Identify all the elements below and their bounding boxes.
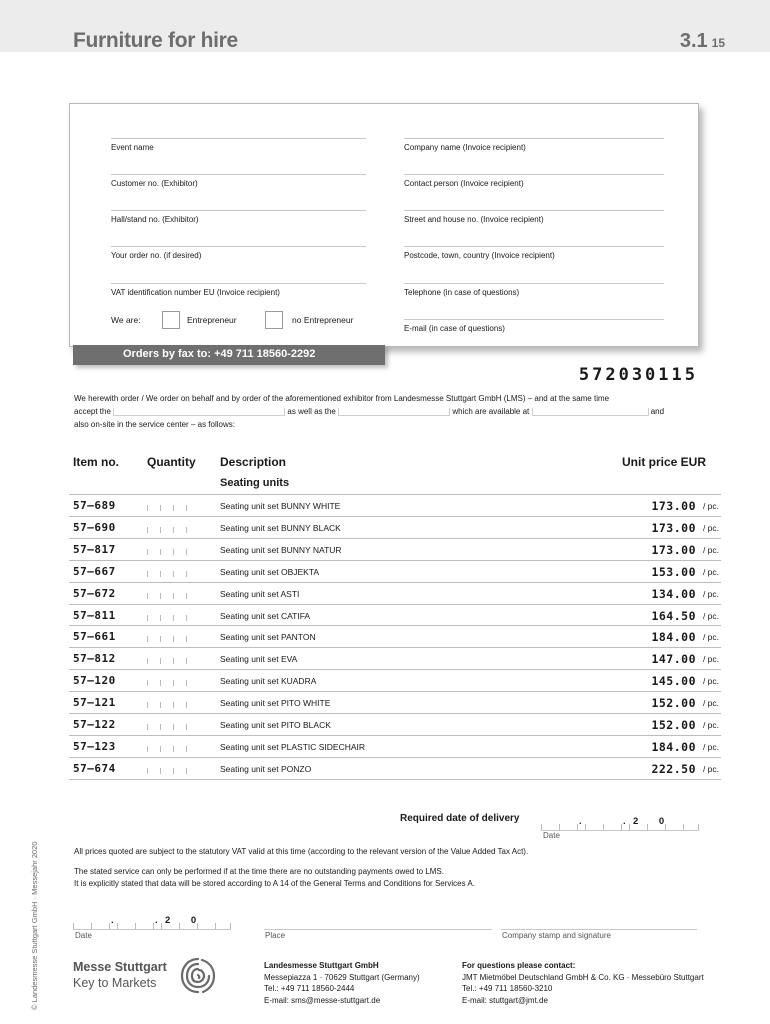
table-row: [69, 691, 721, 713]
table-row: [69, 604, 721, 626]
table-row: [69, 494, 721, 516]
unit-price: 134.00: [651, 586, 696, 601]
field-label: Telephone (in case of questions): [404, 288, 520, 297]
price-unit: / pc.: [702, 588, 719, 599]
item-number: 57–122: [73, 718, 116, 731]
field-label: Contact person (Invoice recipient): [404, 179, 524, 188]
customer-no-field[interactable]: [111, 174, 366, 188]
form-number: 572030115: [578, 365, 698, 385]
intro-line-1: We herewith order / We order on behalf and by order of the aforementioned exhibitor from Landesmesse Stuttgart GmbH (LMS) – and at the same time: [74, 394, 610, 403]
field-label: Company name (Invoice recipient): [404, 143, 526, 152]
table-row: [69, 647, 721, 669]
item-description: Seating unit set BUNNY NATUR: [220, 544, 342, 555]
lms-street: Messepiazza 1 · 70629 Stuttgart (Germany): [264, 972, 420, 982]
quantity-input[interactable]: [147, 699, 187, 708]
place-line[interactable]: [264, 929, 492, 930]
payment-note: The stated service can only be performed if at the time there are no outstanding payments owed to LMS.: [74, 867, 444, 876]
no-entrepreneur-label: no Entrepreneur: [292, 315, 354, 325]
website-blank: [532, 408, 649, 416]
date-dot: .: [111, 915, 114, 926]
price-unit: / pc.: [702, 501, 719, 511]
entrepreneur-checkbox[interactable]: [162, 311, 180, 329]
company-name-field[interactable]: [404, 138, 664, 152]
contact-heading: For questions please contact:: [462, 961, 576, 970]
table-row: [69, 538, 721, 560]
quantity-input[interactable]: [147, 633, 187, 642]
table-row: [69, 625, 721, 647]
intro-line-3: also on-site in the service center – as follows:: [74, 420, 235, 429]
unit-price: 152.00: [651, 696, 696, 711]
item-description: Seating unit set BUNNY WHITE: [220, 501, 341, 511]
year-prefix: 2 0: [633, 816, 674, 827]
lms-name: Landesmesse Stuttgart GmbH: [264, 961, 379, 970]
street-field[interactable]: [404, 210, 664, 224]
field-label: Customer no. (Exhibitor): [111, 179, 198, 188]
unit-price: 184.00: [651, 630, 696, 645]
price-unit: / pc.: [702, 741, 719, 752]
item-description: Seating unit set EVA: [220, 654, 298, 665]
telephone-field[interactable]: [404, 283, 664, 297]
section-number: [680, 30, 725, 53]
item-description: Seating unit set PITO WHITE: [220, 698, 331, 709]
fax-text: Orders by fax to: +49 711 18560-2292: [123, 348, 316, 360]
we-are-label: We are:: [111, 315, 141, 325]
item-number: 57–689: [73, 499, 116, 512]
year-prefix: 2 0: [165, 915, 206, 926]
unit-price: 145.00: [651, 674, 696, 689]
price-unit: / pc.: [702, 522, 719, 533]
no-entrepreneur-checkbox[interactable]: [265, 311, 283, 329]
data-note: It is explicitly stated that data will be stored according to A 14 of the General Terms and Conditions for Services A.: [74, 879, 475, 888]
price-unit: / pc.: [702, 566, 719, 577]
lms-phone: Tel.: +49 711 18560-2444: [264, 984, 355, 993]
item-number: 57–812: [73, 652, 116, 666]
table-row: [69, 560, 721, 582]
conditions-blank: [338, 408, 450, 416]
field-label: Your order no. (if desired): [111, 251, 202, 260]
quantity-input[interactable]: [147, 765, 187, 774]
quantity-input[interactable]: [147, 590, 187, 599]
item-number: 57–817: [73, 542, 116, 556]
quantity-input[interactable]: [147, 721, 187, 730]
item-description: Seating unit set ASTI: [220, 588, 300, 599]
lms-email[interactable]: E-mail: sms@messe-stuttgart.de: [264, 995, 381, 1005]
item-number: 57–121: [73, 696, 116, 710]
quantity-input[interactable]: [147, 655, 187, 664]
quantity-input[interactable]: [147, 568, 187, 577]
price-unit: / pc.: [702, 654, 719, 665]
item-number: 57–120: [73, 674, 116, 688]
vat-id-field[interactable]: [111, 283, 366, 297]
field-label: Event name: [111, 143, 154, 152]
logo-name: Messe Stuttgart: [73, 960, 167, 974]
place-caption: Place: [265, 931, 286, 940]
field-label: Street and house no. (Invoice recipient): [404, 215, 544, 224]
quantity-input[interactable]: [147, 612, 187, 621]
intro-text: as well as the: [287, 407, 336, 416]
price-unit: / pc.: [702, 720, 719, 730]
unit-price: 152.00: [651, 718, 696, 732]
item-number: 57–674: [73, 761, 116, 775]
lms-address: [264, 960, 420, 1006]
item-description: Seating unit set PITO BLACK: [220, 720, 331, 730]
unit-price: 173.00: [651, 499, 696, 513]
event-name-field[interactable]: [111, 138, 366, 152]
field-label: Postcode, town, country (Invoice recipient): [404, 251, 555, 260]
delivery-date-caption: Date: [543, 831, 560, 840]
item-description: Seating unit set OBJEKTA: [220, 566, 320, 577]
date-dot: .: [579, 816, 582, 827]
intro-text: accept the: [74, 407, 111, 416]
item-description: Seating unit set KUADRA: [220, 676, 317, 687]
field-label: Hall/stand no. (Exhibitor): [111, 215, 199, 224]
email-field[interactable]: [404, 319, 664, 333]
quantity-input[interactable]: [147, 546, 187, 555]
item-number: 57–123: [73, 739, 116, 753]
signature-date-caption: Date: [75, 931, 92, 940]
contact-address: [462, 960, 704, 1006]
header-item-no: Item no.: [73, 455, 120, 469]
price-unit: / pc.: [702, 763, 719, 774]
price-unit: / pc.: [702, 610, 719, 621]
fax-banner: [73, 345, 385, 365]
quantity-input[interactable]: [147, 524, 187, 533]
copyright-side-text: © Landesmesse Stuttgart GmbH · Messejahr 2020: [30, 841, 39, 1010]
header-description: Description: [220, 455, 287, 469]
field-label: VAT identification number EU (Invoice recipient): [111, 288, 280, 297]
delivery-date-label: Required date of delivery: [400, 813, 520, 824]
order-no-field[interactable]: [111, 246, 366, 260]
intro-text: which are available at: [452, 407, 530, 416]
item-description: Seating unit set PONZO: [220, 763, 312, 774]
quantity-input[interactable]: [147, 677, 187, 686]
unit-price: 222.50: [651, 761, 696, 776]
table-row: [69, 669, 721, 691]
date-dot: .: [623, 816, 626, 827]
unit-price: 147.00: [651, 652, 696, 667]
price-unit: / pc.: [702, 632, 719, 643]
item-number: 57–672: [73, 586, 116, 600]
item-number: 57–661: [73, 630, 116, 644]
table-row: [69, 516, 721, 538]
section-id: 3.1: [679, 30, 708, 52]
logo-tagline: Key to Markets: [73, 976, 157, 990]
price-unit: / pc.: [702, 544, 719, 555]
delivery-date-input[interactable]: [541, 816, 699, 831]
signature-date-input[interactable]: [73, 915, 231, 930]
item-description: Seating unit set PLASTIC SIDECHAIR: [220, 741, 366, 752]
table-row: [69, 735, 721, 757]
contact-email[interactable]: E-mail: stuttgart@jmt.de: [462, 995, 548, 1005]
item-description: Seating unit set PANTON: [220, 632, 316, 643]
date-dot: .: [155, 915, 158, 926]
messe-logo-icon: [178, 955, 218, 997]
price-unit: / pc.: [702, 676, 719, 687]
page-title: Furniture for hire: [73, 29, 238, 52]
field-label: E-mail (in case of questions): [404, 324, 505, 333]
stamp-line[interactable]: [501, 929, 697, 930]
unit-price: 173.00: [651, 542, 696, 557]
item-description: Seating unit set CATIFA: [220, 610, 311, 621]
contact-name: JMT Mietmöbel Deutschland GmbH & Co. KG · Messebüro Stuttgart: [462, 972, 704, 982]
entrepreneur-label: Entrepreneur: [187, 315, 237, 325]
table-row: [69, 713, 721, 735]
category-title: Seating units: [220, 477, 290, 489]
header-quantity: Quantity: [147, 455, 196, 469]
unit-price: 164.50: [651, 608, 696, 623]
unit-price: 184.00: [651, 739, 696, 754]
quantity-input[interactable]: [147, 743, 187, 752]
unit-price: 173.00: [651, 520, 696, 535]
intro-line-2: [74, 406, 694, 419]
stamp-caption: Company stamp and signature: [502, 931, 611, 940]
item-number: 57–667: [73, 564, 116, 578]
contact-person-field[interactable]: [404, 174, 664, 188]
contact-phone: Tel.: +49 711 18560-3210: [462, 984, 553, 993]
header-unit-price: Unit price EUR: [622, 455, 707, 469]
item-number: 57–690: [73, 520, 116, 534]
vat-note: All prices quoted are subject to the statutory VAT valid at this time (according to the relevant version of the Value Added Tax Act).: [74, 847, 529, 856]
table-row: [69, 582, 721, 604]
price-unit: / pc.: [702, 698, 719, 709]
terms-blank: [113, 408, 285, 416]
intro-text: and: [650, 407, 665, 416]
hall-stand-field[interactable]: [111, 210, 366, 224]
unit-price: 153.00: [651, 564, 696, 579]
page-number: 15: [711, 36, 725, 50]
quantity-input[interactable]: [147, 502, 187, 511]
item-number: 57–811: [73, 608, 116, 622]
item-description: Seating unit set BUNNY BLACK: [220, 522, 341, 533]
customer-form: [69, 103, 699, 347]
table-row: [69, 757, 721, 780]
postcode-field[interactable]: [404, 246, 664, 260]
